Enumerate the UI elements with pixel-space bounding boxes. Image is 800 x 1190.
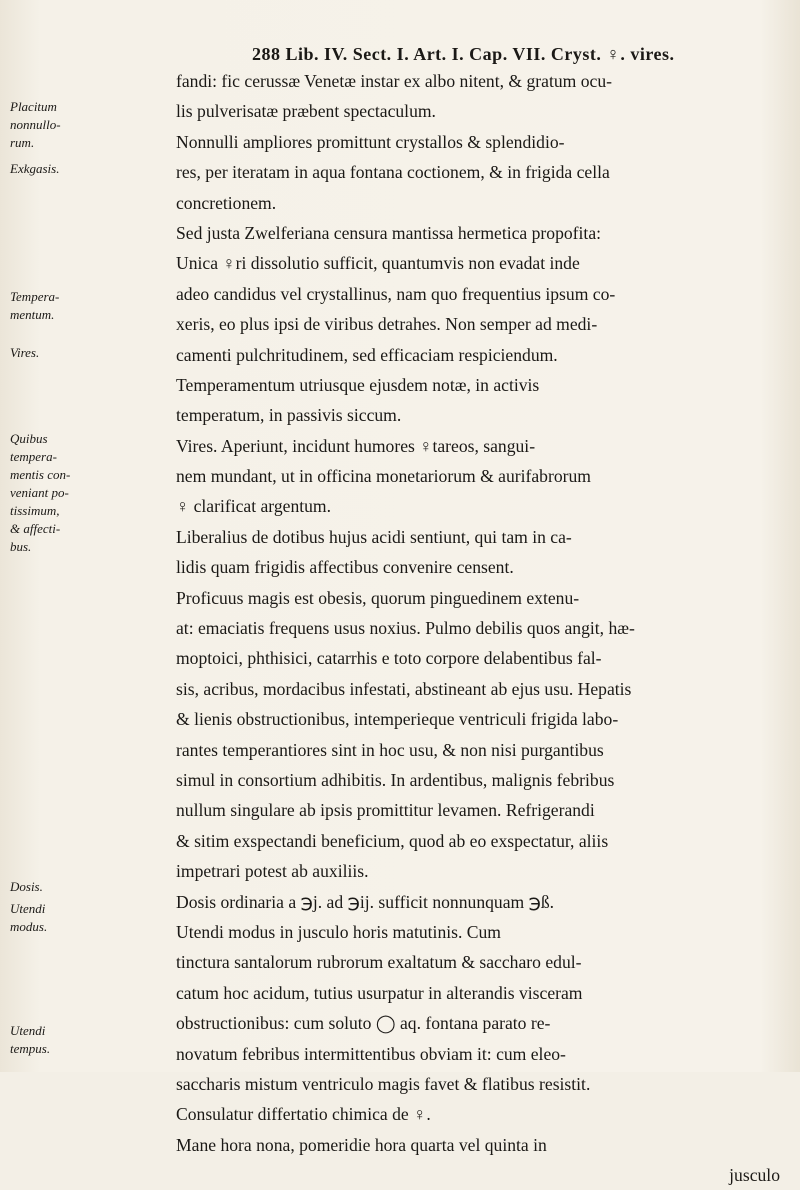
text-line: & lienis obstructionibus, intemperieque ventriculi frigida labo- <box>176 709 619 730</box>
marginal-note-temperamentum: Tempera- mentum. <box>10 289 60 322</box>
text-line: concretionem. <box>176 192 277 213</box>
text-line: xeris, eo plus ipsi de viribus detrahes. Non semper ad medi- <box>176 314 598 335</box>
text-line: nem mundant, ut in officina monetariorum & aurifabrorum <box>176 466 591 487</box>
margin-column <box>0 0 160 1072</box>
text-line: Liberalius de dotibus hujus acidi sentiunt, qui tam in ca- <box>176 526 572 547</box>
text-line: Sed justa Zwelferiana censura mantissa hermetica propofita: <box>176 222 602 243</box>
marginal-note-placitum: Placitum nonnullo- rum. <box>10 99 61 150</box>
text-line: impetrari potest ab auxiliis. <box>176 861 369 882</box>
running-head: 288 Lib. IV. Sect. I. Art. I. Cap. VII. Cryst. ♀. vires. <box>252 44 675 64</box>
marginal-note-utendi-modus: Utendi modus. <box>10 901 48 934</box>
text-line: saccharis mistum ventriculo magis favet & flatibus resistit. <box>176 1073 591 1094</box>
text-line: sis, acribus, mordacibus infestati, abstineant ab ejus usu. Hepatis <box>176 678 632 699</box>
text-line: res, per iteratam in aqua fontana coctionem, & in frigida cella <box>176 162 610 183</box>
text-line: & sitim exspectandi beneficium, quod ab eo exspectatur, aliis <box>176 830 609 851</box>
text-line: Nonnulli ampliores promittunt crystallos & splendidio- <box>176 131 565 152</box>
text-line: novatum febribus intermittentibus obviam it: cum eleo- <box>176 1043 566 1064</box>
text-line: Utendi modus in jusculo horis matutinis. Cum <box>176 921 501 942</box>
text-line: Consulatur differtatio chimica de ♀. <box>176 1104 431 1125</box>
text-line: obstructionibus: cum soluto ◯ aq. fontana parato re- <box>176 1013 551 1034</box>
text-line: simul in consortium adhibitis. In ardentibus, malignis febribus <box>176 769 615 790</box>
text-line: nullum singulare ab ipsis promittitur levamen. Refrigerandi <box>176 800 595 821</box>
text-line: tinctura santalorum rubrorum exaltatum & saccharo edul- <box>176 952 582 973</box>
text-line: camenti pulchritudinem, sed efficaciam respiciendum. <box>176 344 558 365</box>
text-line: catum hoc acidum, tutius usurpatur in alterandis visceram <box>176 982 583 1003</box>
text-line: Temperamentum utriusque ejusdem notæ, in activis <box>176 374 540 395</box>
text-line: moptoici, phthisici, catarrhis e toto corpore delabentibus fal- <box>176 648 602 669</box>
text-line: Mane hora nona, pomeridie hora quarta vel quinta in <box>176 1134 547 1155</box>
marginal-note-utendi-tempus: Utendi tempus. <box>10 1023 51 1056</box>
main-text-block <box>176 66 788 1190</box>
text-line: Unica ♀ri dissolutio sufficit, quantumvis non evadat inde <box>176 253 580 274</box>
text-line: Vires. Aperiunt, incidunt humores ♀tareos, sangui- <box>176 435 536 456</box>
text-line: lidis quam frigidis affectibus convenire censent. <box>176 557 514 578</box>
text-line: ♀ clarificat argentum. <box>176 496 332 517</box>
marginal-note-quibus: Quibus tempera- mentis con- veniant po- tissimum, & affecti- bus. <box>10 431 71 554</box>
marginal-note-dosis: Dosis. <box>10 879 43 894</box>
text-line: Proficuus magis est obesis, quorum pinguedinem extenu- <box>176 587 580 608</box>
text-line: jusculo <box>729 1165 780 1186</box>
text-line: Dosis ordinaria a ℈j. ad ℈ij. sufficit nonnunquam ℈ß. <box>176 891 555 912</box>
text-line: lis pulverisatæ præbent spectaculum. <box>176 101 436 122</box>
text-line: fandi: fic cerussæ Venetæ instar ex albo nitent, & gratum ocu- <box>176 71 612 91</box>
text-line: adeo candidus vel crystallinus, nam quo frequentius ipsum co- <box>176 283 616 304</box>
marginal-note-exkgasis: Exkgasis. <box>10 161 60 176</box>
text-line: at: emaciatis frequens usus noxius. Pulmo debilis quos angit, hæ- <box>176 618 635 639</box>
marginal-note-vires: Vires. <box>10 345 40 360</box>
text-line: rantes temperantiores sint in hoc usu, & non nisi purgantibus <box>176 739 604 760</box>
text-line: temperatum, in passivis siccum. <box>176 405 402 426</box>
